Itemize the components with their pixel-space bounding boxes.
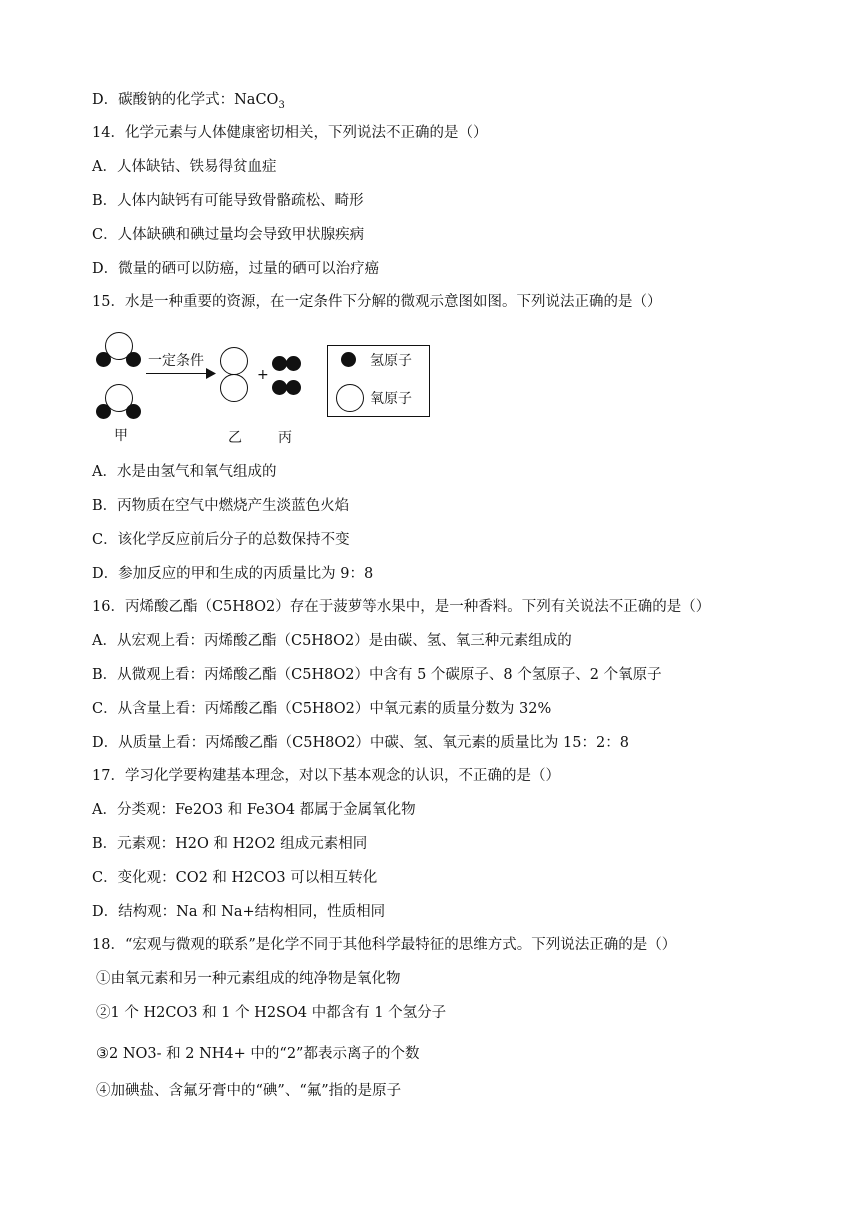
plus-sign: +	[257, 367, 269, 383]
label-jia: 甲	[114, 428, 128, 444]
label-yi: 乙	[228, 430, 242, 446]
option-d-q13: D．碳酸钠的化学式：NaCO$_3$	[92, 92, 285, 111]
q17-option-a: A．分类观：Fe2O3 和 Fe3O4 都属于金属氧化物	[92, 802, 416, 818]
q15-option-b: B．丙物质在空气中燃烧产生淡蓝色火焰	[92, 498, 350, 514]
oxygen-atom	[220, 347, 248, 375]
q15-option-a: A．水是由氢气和氧气组成的	[92, 464, 277, 480]
hydrogen-atom	[286, 356, 301, 371]
q17-option-c: C．变化观：CO2 和 H2CO3 可以相互转化	[92, 870, 378, 886]
legend-oxygen-label: 氧原子	[370, 391, 412, 407]
legend-oxygen-icon	[336, 384, 364, 412]
hydrogen-atom	[126, 352, 141, 367]
q18-statement-1: ①由氧元素和另一种元素组成的纯净物是氧化物	[96, 971, 401, 987]
arrow-head-icon	[206, 368, 216, 379]
label-bing: 丙	[278, 430, 292, 446]
question-15: 15．水是一种重要的资源，在一定条件下分解的微观示意图如图。下列说法正确的是（）	[92, 294, 662, 310]
hydrogen-atom	[272, 356, 287, 371]
question-14: 14．化学元素与人体健康密切相关，下列说法不正确的是（）	[92, 125, 488, 141]
question-16: 16．丙烯酸乙酯（C5H8O2）存在于菠萝等水果中，是一种香料。下列有关说法不正确的是（）	[92, 599, 711, 615]
q18-statement-2: ②1 个 H2CO3 和 1 个 H2SO4 中都含有 1 个氢分子	[96, 1005, 447, 1021]
q16-option-d: D．从质量上看：丙烯酸乙酯（C5H8O2）中碳、氢、氧元素的质量比为 15：2：8	[92, 735, 629, 751]
q16-option-c: C．从含量上看：丙烯酸乙酯（C5H8O2）中氧元素的质量分数为 32%	[92, 701, 552, 717]
hydrogen-atom	[286, 380, 301, 395]
hydrogen-atom	[96, 352, 111, 367]
q14-option-a: A．人体缺钴、铁易得贫血症	[92, 159, 277, 175]
question-17: 17．学习化学要构建基本理念，对以下基本观念的认识，不正确的是（）	[92, 768, 560, 784]
hydrogen-atom	[96, 404, 111, 419]
q14-option-b: B．人体内缺钙有可能导致骨骼疏松、畸形	[92, 193, 364, 209]
q18-statement-4: ④加碘盐、含氟牙膏中的“碘”、“氟”指的是原子	[96, 1083, 402, 1099]
q18-statement-3: ③2 NO3- 和 2 NH4+ 中的“2”都表示离子的个数	[96, 1046, 420, 1062]
reaction-arrow	[146, 373, 210, 374]
q16-option-b: B．从微观上看：丙烯酸乙酯（C5H8O2）中含有 5 个碳原子、8 个氢原子、2 个氧原子	[92, 667, 662, 683]
legend-hydrogen-icon	[341, 352, 356, 367]
q16-option-a: A．从宏观上看：丙烯酸乙酯（C5H8O2）是由碳、氢、氧三种元素组成的	[92, 633, 572, 649]
q14-option-d: D．微量的硒可以防癌，过量的硒可以治疗癌	[92, 261, 380, 277]
q14-option-c: C．人体缺碘和碘过量均会导致甲状腺疾病	[92, 227, 365, 243]
question-18: 18．“宏观与微观的联系”是化学不同于其他科学最特征的思维方式。下列说法正确的是（）	[92, 937, 677, 953]
q15-option-d: D．参加反应的甲和生成的丙质量比为 9：8	[92, 566, 374, 582]
q17-option-b: B．元素观：H2O 和 H2O2 组成元素相同	[92, 836, 368, 852]
legend-hydrogen-label: 氢原子	[370, 353, 412, 369]
q15-option-c: C．该化学反应前后分子的总数保持不变	[92, 532, 350, 548]
hydrogen-atom	[272, 380, 287, 395]
hydrogen-atom	[126, 404, 141, 419]
oxygen-atom	[220, 374, 248, 402]
reaction-condition: 一定条件	[148, 353, 204, 369]
q17-option-d: D．结构观：Na 和 Na+结构相同，性质相同	[92, 904, 386, 920]
